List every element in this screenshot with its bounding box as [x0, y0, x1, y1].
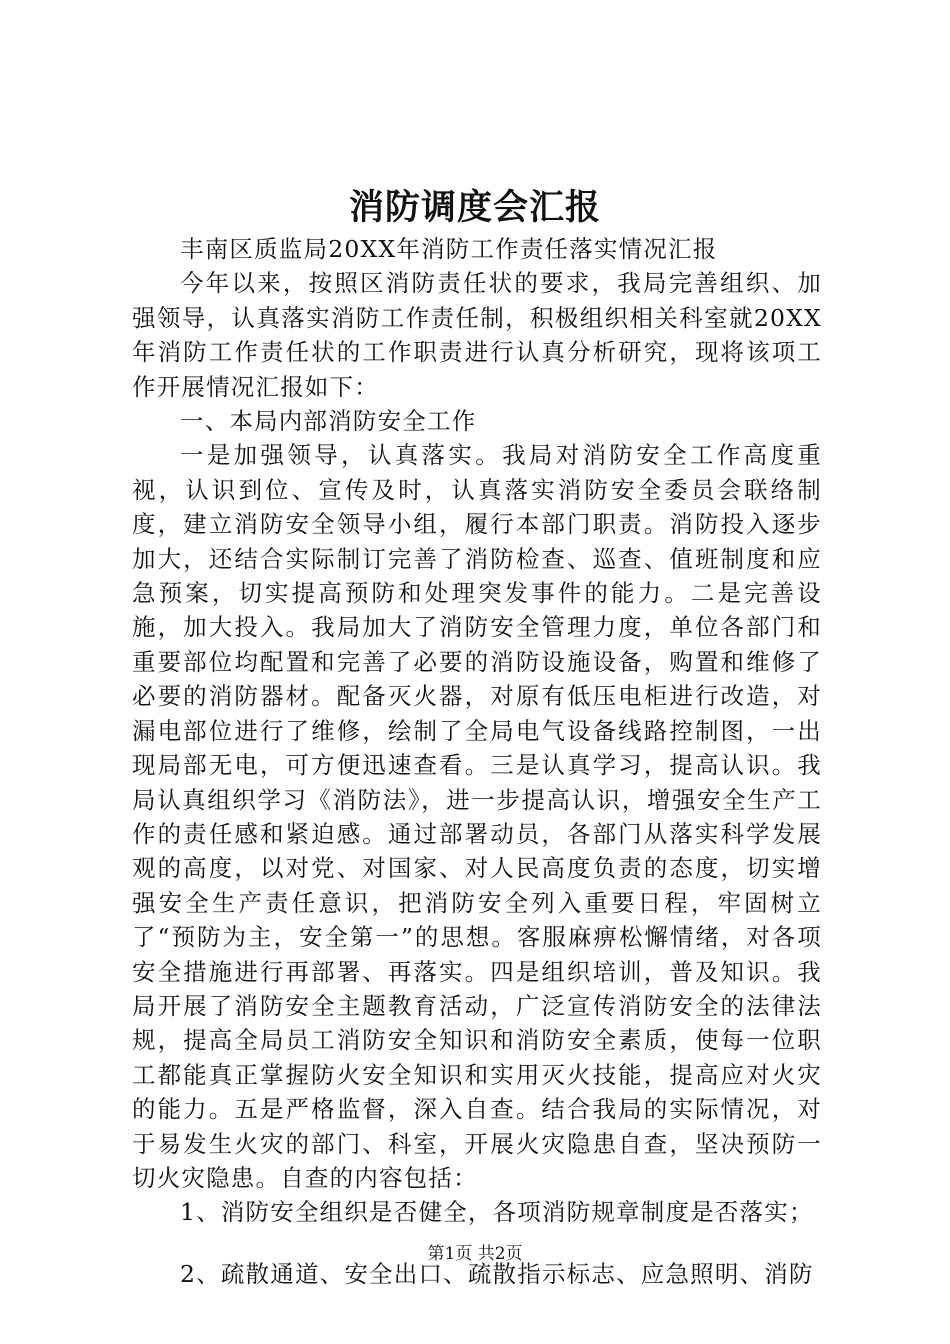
- list-item: 2、疏散通道、安全出口、疏散指示标志、应急照明、消防: [180, 1259, 814, 1288]
- page-number: 第1页 共2页: [427, 1244, 523, 1264]
- section-heading: 一、本局内部消防安全工作: [180, 407, 477, 436]
- document-body: [132, 232, 822, 1291]
- section-paragraph: 一是加强领导，认真落实。我局对消防安全工作高度重视，认识到位、宣传及时，认真落实消防安全委员会联络制度，建立消防安全领导小组，履行本部门职责。消防投入逐步加大，还结合实际制订完善了消防检查、巡查、值班制度和应急预案，切实提高预防和处理突发事件的能力。二是完善设施，加大投入。我局加大了消防安全管理力度，单位各部门和重要部位均配置和完善了必要的消防设施设备，购置和维修了必要的消防器材。配备灭火器，对原有低压电柜进行改造，对漏电部位进行了维修，绘制了全局电气设备线路控制图，一出现局部无电，可方便迅速查看。三是认真学习，提高认识。我局认真组织学习《消防法》，进一步提高认识，增强安全生产工作的责任感和紧迫感。通过部署动员，各部门从落实科学发展观的高度，以对党、对国家、对人民高度负责的态度，切实增强安全生产责任意识，把消防安全列入重要日程，牢固树立了“预防为主，安全第一”的思想。客服麻痹松懈情绪，对各项安全措施进行再部署、再落实。四是组织培训，普及知识。我局开展了消防安全主题教育活动，广泛宣传消防安全的法律法规，提高全局员工消防安全知识和消防安全素质，使每一位职工都能真正掌握防火安全知识和实用灭火技能，提高应对火灾的能力。五是严格监督，深入自查。结合我局的实际情况，对于易发生火灾的部门、科室，开展火灾隐患自查，坚决预防一切火灾隐患。自查的内容包括：: [132, 441, 822, 1192]
- list-item: 1、消防安全组织是否健全，各项消防规章制度是否落实；: [180, 1198, 814, 1227]
- intro-paragraph: 今年以来，按照区消防责任状的要求，我局完善组织、加强领导，认真落实消防工作责任制，积极组织相关科室就20XX年消防工作责任状的工作职责进行认真分析研究，现将该项工作开展情况汇报如下：: [132, 269, 822, 401]
- document-title: 消防调度会汇报: [348, 187, 601, 228]
- report-subtitle: 丰南区质监局20XX年消防工作责任落实情况汇报: [180, 235, 718, 263]
